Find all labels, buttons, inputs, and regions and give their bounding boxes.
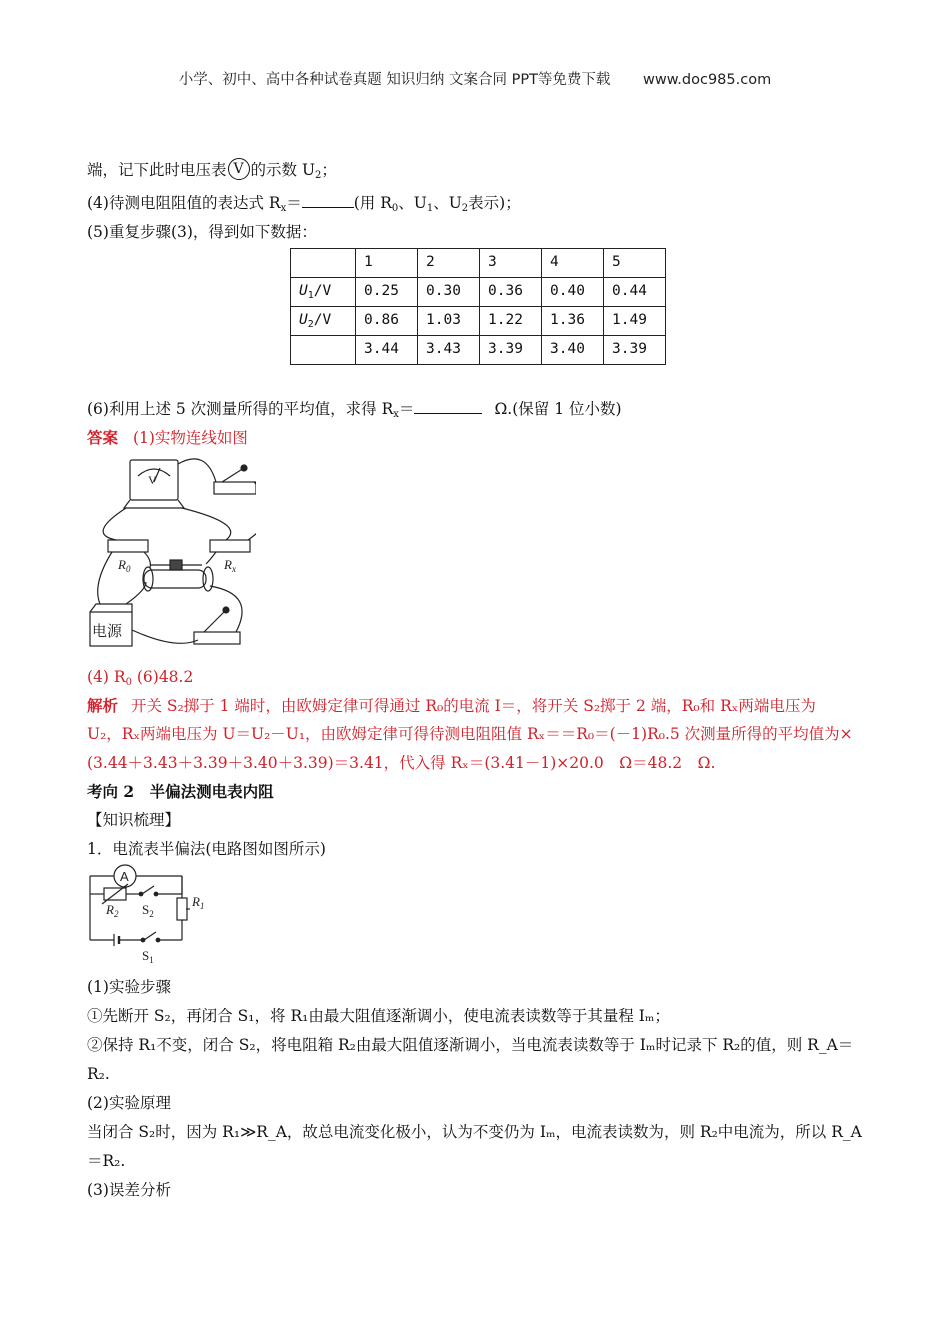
circuit-figure — [86, 864, 226, 964]
header-text: 小学、初中、高中各种试卷真题 知识归纳 文案合同 PPT等免费下载 — [178, 72, 611, 88]
table-cell: 0.36 — [480, 278, 542, 307]
step3-tail: 端，记下此时电压表 V 的示数 $U_2$； — [87, 158, 337, 184]
wiring-figure — [86, 454, 256, 664]
table-cell: 3.39 — [604, 336, 666, 365]
row-label — [291, 336, 356, 365]
table-cell: 0.25 — [356, 278, 418, 307]
header-url[interactable]: www.doc985.com — [643, 72, 772, 88]
step-2a: ②保持 R₁不变，闭合 S₂，将电阻箱 R₂由最大阻值逐渐调小，当电流表读数等于 Iₘ时记录下 R₂的值，则 R_A＝ — [87, 1036, 854, 1054]
answer2-line: (4) $R_0$ (6)48.2 — [87, 668, 194, 688]
table-cell: 0.40 — [542, 278, 604, 307]
step-2b: R₂. — [87, 1065, 110, 1083]
table-cell: 1.03 — [418, 307, 480, 336]
table-cell: 0.44 — [604, 278, 666, 307]
analysis-line-3: (3.44＋3.43＋3.39＋3.40＋3.39)＝3.41，代入得 Rₓ＝(3.41－1)×20.0 Ω＝48.2 Ω. — [87, 754, 716, 772]
row-label: $U_2/V$ — [291, 307, 356, 336]
step5-line: (5)重复步骤(3)，得到如下数据： — [87, 223, 317, 241]
analysis-line-1: 解析 开关 S₂掷于 1 端时，由欧姆定律可得通过 R₀的电流 I＝，将开关 S₂掷于 2 端，R₀和 Rₓ两端电压为 — [87, 696, 816, 715]
switch-s2 — [142, 886, 154, 894]
data-table — [290, 248, 666, 365]
table-cell: 1.36 — [542, 307, 604, 336]
steps-title: (1)实验步骤 — [87, 978, 171, 996]
page-header — [0, 70, 950, 91]
fig2-meter-label: A — [120, 869, 129, 884]
step4-line: (4)待测电阻阻值的表达式 $R_x=$ (用 $R_0$、$U_1$、$U_2$表示)； — [87, 194, 521, 214]
row-label: $U_1/V$ — [291, 278, 356, 307]
table-cell: 1 — [356, 249, 418, 278]
switch-s1 — [144, 932, 156, 940]
table-cell — [291, 249, 356, 278]
fig2-s2-label: $S_2$ — [142, 902, 154, 919]
fig1-r0-label: $R_0$ — [118, 557, 131, 574]
step-1: ①先断开 S₂，再闭合 S₁，将 R₁由最大阻值逐渐调小，使电流表读数等于其量程 Iₘ； — [87, 1007, 670, 1025]
table-cell: 4 — [542, 249, 604, 278]
step6-line: (6)利用上述 5 次测量所得的平均值，求得 $R_x= \Omega$.(保留 1 位小数) — [87, 400, 622, 420]
fig1-battery-label: 电源 — [92, 622, 123, 640]
table-cell: 3.43 — [418, 336, 480, 365]
principle-title: (2)实验原理 — [87, 1094, 171, 1112]
table-cell: 1.49 — [604, 307, 666, 336]
fig2-s1-label: $S_1$ — [142, 948, 154, 964]
fig1-rx-label: $R_x$ — [224, 557, 236, 574]
fig2-r1-label: $R_1$ — [192, 894, 205, 911]
answer-label: 答案 — [87, 428, 119, 447]
answer-blank-6[interactable] — [414, 398, 482, 414]
table-header-row — [291, 249, 666, 278]
fig2-r2-label: $R_2$ — [106, 902, 119, 919]
table-cell: 3.40 — [542, 336, 604, 365]
rx-block — [210, 540, 250, 552]
answer-line — [87, 427, 248, 449]
answer-blank-4[interactable] — [302, 192, 354, 208]
knowledge-title: 【知识梳理】 — [87, 811, 181, 829]
rheostat-r1 — [177, 898, 187, 920]
table-cell: 2 — [418, 249, 480, 278]
item1-line: 1．电流表半偏法(电路图如图所示) — [87, 840, 326, 858]
table-cell: 3.44 — [356, 336, 418, 365]
analysis-label: 解析 — [87, 696, 119, 715]
error-title: (3)误差分析 — [87, 1181, 171, 1199]
r0-block — [108, 540, 148, 552]
table-cell: 1.22 — [480, 307, 542, 336]
table-cell: 0.30 — [418, 278, 480, 307]
analysis-line-2: U₂，Rₓ两端电压为 U＝U₂－U₁，由欧姆定律可得待测电阻阻值 Rₓ＝＝R₀＝(－1)R₀.5 次测量所得的平均值为× — [87, 725, 853, 743]
principle-line-2: ＝R₂. — [87, 1152, 126, 1170]
table-cell: 5 — [604, 249, 666, 278]
fig1-meter-label: V — [148, 473, 157, 487]
table-row — [291, 307, 666, 336]
voltmeter-symbol: V — [228, 158, 250, 180]
table-row — [291, 336, 666, 365]
table-row — [291, 278, 666, 307]
table-cell: 0.86 — [356, 307, 418, 336]
section-title: 考向 2 半偏法测电表内阻 — [87, 782, 274, 801]
principle-line-1: 当闭合 S₂时，因为 R₁≫R_A，故总电流变化极小，认为不变仍为 Iₘ，电流表读数为，则 R₂中电流为，所以 R_A — [87, 1123, 862, 1141]
table-cell: 3.39 — [480, 336, 542, 365]
table-cell: 3 — [480, 249, 542, 278]
answer-text: (1)实物连线如图 — [132, 429, 248, 447]
